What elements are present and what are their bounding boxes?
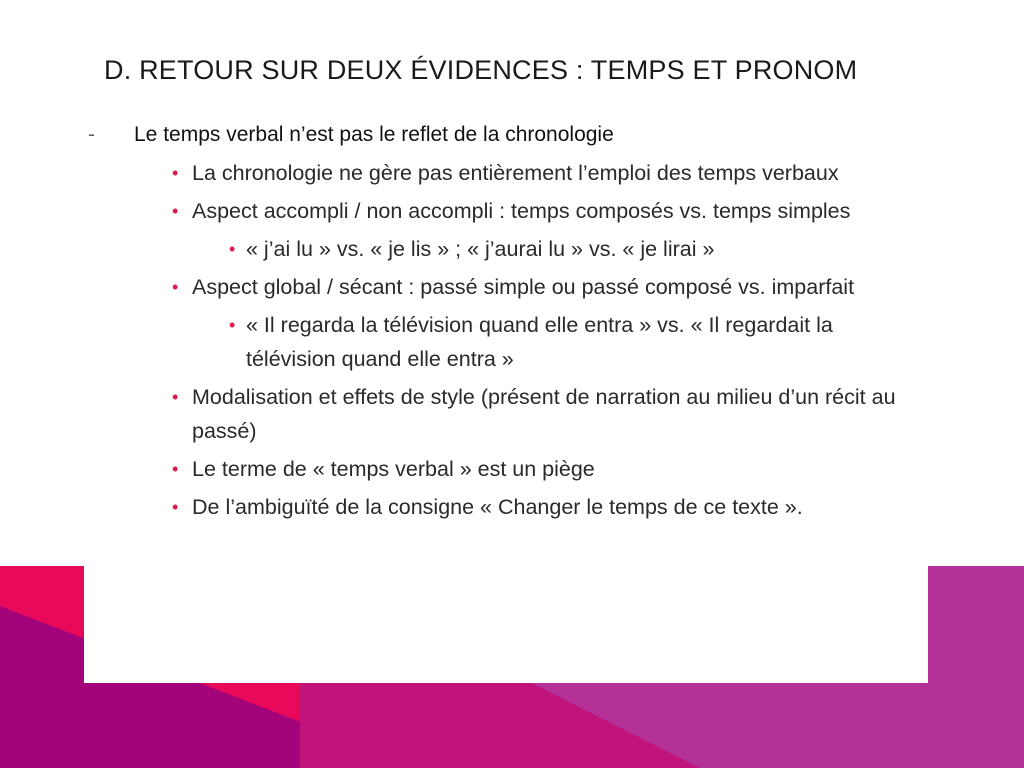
heading-text: Le temps verbal n’est pas le reflet de la chronologie <box>134 123 614 146</box>
heading-item <box>84 118 924 152</box>
dash-marker: - <box>88 123 95 146</box>
list-item-text: Le terme de « temps verbal » est un piège <box>192 457 595 481</box>
list-item <box>84 490 924 524</box>
bullet-icon: • <box>172 201 179 221</box>
list-item <box>84 270 924 304</box>
list-item-text: La chronologie ne gère pas entièrement l’emploi des temps verbaux <box>192 161 839 185</box>
list-item-text: De l’ambiguïté de la consigne « Changer le temps de ce texte ». <box>192 495 803 519</box>
list-item <box>84 156 924 190</box>
bullet-icon: • <box>229 239 236 259</box>
bullet-icon: • <box>172 497 179 517</box>
sub-list-item <box>84 308 924 376</box>
list-item <box>84 194 924 228</box>
slide-content <box>84 118 924 524</box>
sub-list-item-text: « j’ai lu » vs. « je lis » ; « j’aurai lu » vs. « je lirai » <box>246 237 715 261</box>
list-item-text: Aspect accompli / non accompli : temps composés vs. temps simples <box>192 199 851 223</box>
list-item-text: Aspect global / sécant : passé simple ou passé composé vs. imparfait <box>192 275 855 299</box>
bullet-icon: • <box>172 277 179 297</box>
list-item-text: Modalisation et effets de style (présent de narration au milieu d’un récit au passé) <box>192 385 896 443</box>
slide-title: D. RETOUR SUR DEUX ÉVIDENCES : TEMPS ET PRONOM <box>104 55 858 85</box>
sub-list-item-text: « Il regarda la télévision quand elle entra » vs. « Il regardait la télévision quand elle entra » <box>246 313 833 371</box>
list-item <box>84 452 924 486</box>
bullet-icon: • <box>172 459 179 479</box>
list-item <box>84 380 924 448</box>
bullet-icon: • <box>229 315 236 335</box>
sub-list-item <box>84 232 924 266</box>
bullet-icon: • <box>172 163 179 183</box>
bullet-icon: • <box>172 387 179 407</box>
